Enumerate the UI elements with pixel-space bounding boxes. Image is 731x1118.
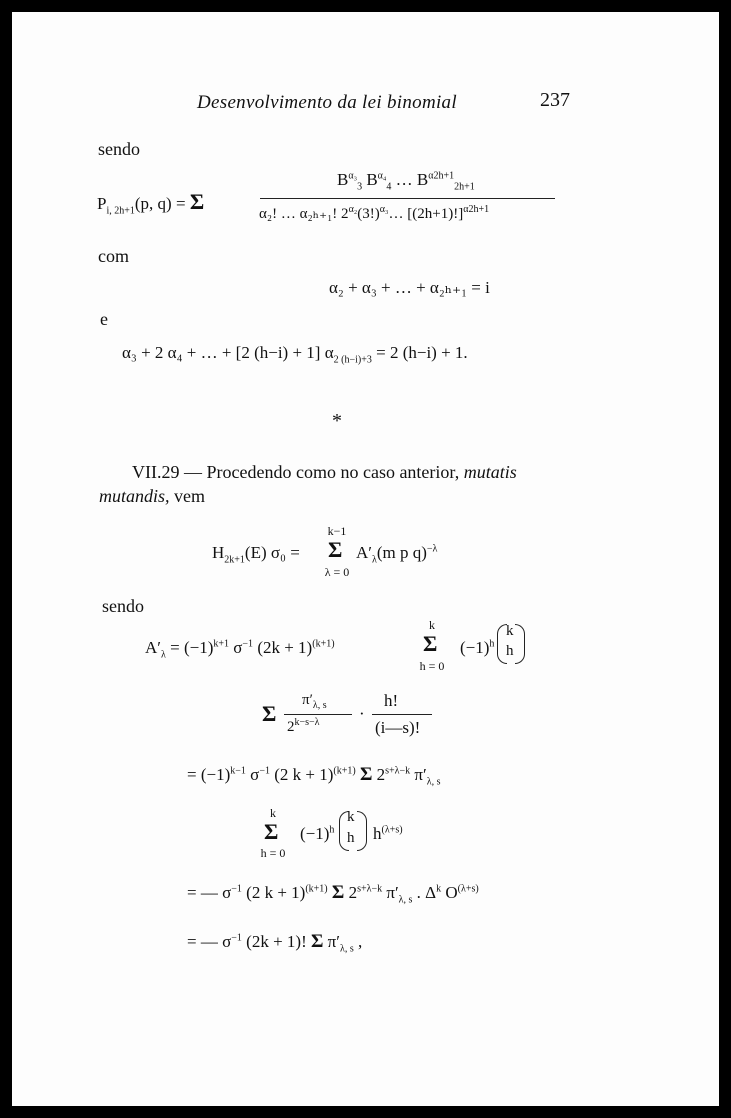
equation-weighted-sum: α₃ + 2 α₄ + … + [2 (h−i) + 1] $\alpha_{2 (h-i)+3} = 2$ (h−i) + 1. <box>122 343 468 366</box>
word-sendo: sendo <box>98 139 140 159</box>
eq4-lower-limit: λ = 0 <box>324 565 350 579</box>
eq1-sigma: Σ <box>189 189 205 214</box>
equation-alpha-sum: α₂ + α₃ + … + α₂ₕ₊₁ = i <box>329 278 490 297</box>
eq1-denominator: α₂! … α₂ₕ₊₁! $2^{\alpha_2}(3!)^{\alpha_3}\dots$ $[(2h+1)!]^{\alpha 2h+1}$ <box>259 204 490 222</box>
word-e: e <box>100 309 108 329</box>
eq5-binom-right-paren <box>515 624 525 664</box>
equation-line-7: = $(-1)^{k-1}$ $\sigma^{-1}$ (2 k + 1)$^{(k+1)}$ Σ $2^{s+\lambda-k}$ $\pi'_{\lambda, s}$ <box>187 764 441 788</box>
word-com: com <box>98 246 129 266</box>
eq1-fraction-bar <box>260 198 555 199</box>
word-sendo-2: sendo <box>102 596 144 616</box>
book-page: Desenvolvimento da lei binomial 237 sendo $P_{i, 2h+1}(p$, q) = Σ $B^{\alpha_3}_3$ $B^{\alpha_4}_4$ … $B^{\alpha 2h+1}_{2h+1}$ α₂! … α₂ₕ₊₁! $2^{\alpha_2}(3!)^{\alpha_3}\dots$ $[(2h+1)!]^{\alpha 2h+1}$ com α₂ + α₃ + … + α₂ₕ₊₁ = i e α₃ + 2 α₄ + … + [2 (h−i) + 1] $\alpha_{2 (h-i)+3} = 2$ (h−i) + 1. * VII.29 — Procedendo como no caso anterior, mutatis mutandis, vem $H_{2k+1}(E) \sigma_0$ = k−1 Σ λ = 0 $A'_\lambda(m$ p q)$^{-\lambda}$ sendo $A'_\lambda = (-1)^{k+1}$ $\sigma^{-1}$ $(2k + 1)^{(k+1)}$ k Σ h = 0 $(-1)^h$ k h Σ $\pi'_{\lambda, s}$ $2^{k-s-\lambda}$ · h! (i—s)! = $(-1)^{k-1}$ $\sigma^{-1}$ (2 k + 1)$^{(k+1)}$ Σ $2^{s+\lambda-k}$ $\pi'_{\lambda, s}$ k Σ h = 0 $(-1)^h$ k h $h^{(\lambda+s)}$ = — $\sigma^{-1}$ (2 k + 1)$^{(k+1)}$ Σ $2^{s+\lambda-k}$ $\pi'_{\lambda, s}$ . $\Delta^k$ $O^{(\lambda+s)}$ = — $\sigma^{-1}$ (2k + 1)! Σ $\pi'_{\lambda, s}$ , <box>12 12 719 1106</box>
eq1-lhs: P <box>97 194 107 213</box>
eq1-lhs-args: (p, q) = <box>134 194 190 213</box>
eq8-sigma: Σ <box>264 819 279 844</box>
equation-line-9: = — $\sigma^{-1}$ (2 k + 1)$^{(k+1)}$ Σ $2^{s+\lambda-k}$ $\pi'_{\lambda, s}$ . $\Delta^k$ $O^{(\lambda+s)}$ <box>187 882 479 906</box>
section-number: VII.29 <box>132 462 180 482</box>
eq1-numerator: $B^{\alpha_3}_3$ $B^{\alpha_4}_4$ … $B^{\alpha 2h+1}_{2h+1}$ <box>337 170 475 193</box>
eq4-upper-limit: k−1 <box>327 524 347 538</box>
section-paragraph-line2: mutandis, vem <box>99 486 206 506</box>
equation-line-10: = — $\sigma^{-1}$ (2k + 1)! Σ $\pi'_{\lambda, s}$ , <box>187 931 363 955</box>
section-paragraph-line1: VII.29 — Procedendo como no caso anterior, mutatis <box>132 462 517 482</box>
asterisk-separator: * <box>332 410 342 432</box>
eq6-sigma: Σ <box>262 701 277 726</box>
running-header-title: Desenvolvimento da lei binomial <box>197 92 457 113</box>
eq4-sigma: Σ <box>328 537 343 562</box>
eq5-sigma: Σ <box>423 631 438 656</box>
eq1-lhs-sub: i, 2h+1 <box>106 205 135 217</box>
page-number: 237 <box>540 89 570 111</box>
